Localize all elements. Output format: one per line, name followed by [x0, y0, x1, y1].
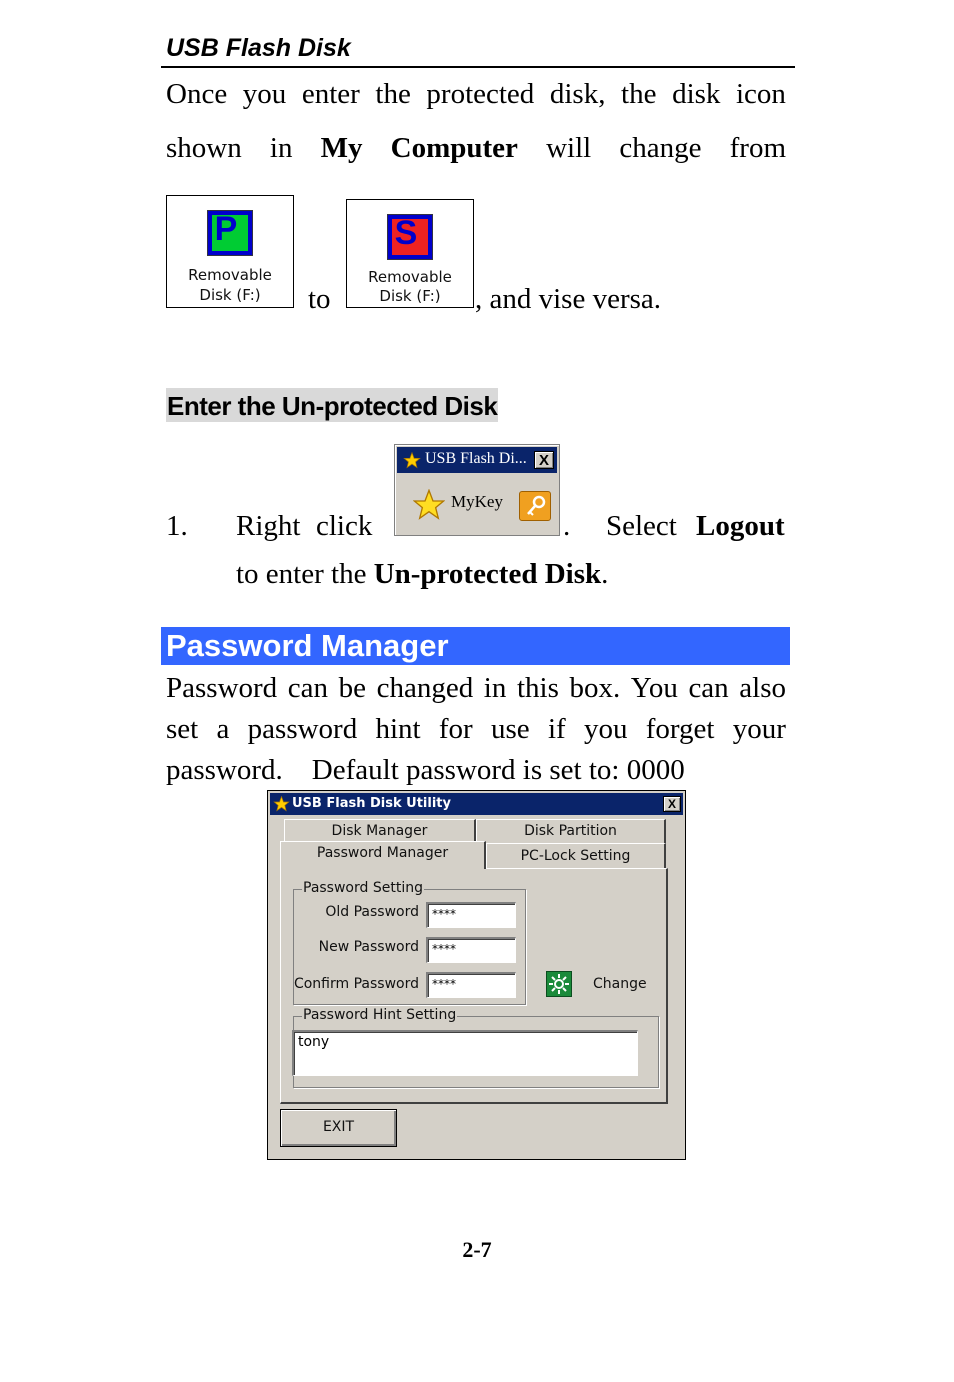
drive-protected-icon	[346, 199, 474, 308]
word: in	[269, 132, 293, 164]
page-number: 2-7	[462, 1237, 492, 1262]
step-line2-bold: Un-protected Disk	[373, 558, 602, 590]
tab-disk-manager[interactable]: Disk Manager	[284, 819, 476, 843]
page-header: USB Flash Disk	[166, 34, 351, 62]
drive-label-line1: Removable	[188, 266, 272, 284]
tray-popup-titlebar	[397, 447, 557, 473]
word: from	[729, 132, 786, 164]
word: can	[688, 672, 729, 704]
word-bold: My	[320, 132, 363, 164]
change-button[interactable]: Change	[593, 976, 647, 992]
close-icon[interactable]: X	[663, 796, 681, 812]
word: for	[438, 713, 473, 745]
word: You	[630, 672, 678, 704]
step-word-select: Select	[606, 510, 677, 542]
step-line2-text: to enter the	[236, 558, 374, 590]
word: enter	[301, 78, 360, 110]
word: you	[242, 78, 287, 110]
old-password-input[interactable]: ****	[426, 902, 516, 928]
section-heading-password-manager	[161, 627, 790, 665]
word: you	[583, 713, 628, 745]
word: forget	[645, 713, 715, 745]
word: disk	[672, 78, 721, 110]
pm-para-line-2	[166, 715, 786, 744]
word: password	[247, 713, 358, 745]
section-heading-unprotected: Enter the Un-protected Disk	[166, 388, 498, 422]
dialog-title: USB Flash Disk Utility	[292, 796, 451, 811]
star-icon	[273, 796, 290, 812]
word: icon	[735, 78, 786, 110]
key-glyph-icon	[520, 492, 550, 520]
word: use	[491, 713, 530, 745]
password-hint-label: Password Hint Setting	[303, 1007, 457, 1023]
word: the	[375, 78, 411, 110]
word: a	[216, 713, 230, 745]
close-icon[interactable]: X	[534, 451, 554, 469]
change-glyph-icon	[547, 972, 571, 996]
change-icon[interactable]	[546, 971, 572, 997]
password-setting-label: Password Setting	[303, 880, 423, 896]
tray-popup-title: USB Flash Di...	[425, 450, 527, 467]
step-number: 1.	[166, 510, 188, 542]
word: changed	[376, 672, 474, 704]
word: in	[483, 672, 507, 704]
step-line-2	[236, 560, 608, 589]
word: this	[516, 672, 559, 704]
word: can	[287, 672, 329, 704]
drive-label-line1: Removable	[368, 268, 452, 286]
new-password-input[interactable]: ****	[426, 937, 516, 963]
mykey-label[interactable]: MyKey	[451, 492, 503, 511]
word: your	[732, 713, 786, 745]
drive-label-line2: Disk (F:)	[379, 287, 441, 305]
tab-password-manager[interactable]: Password Manager	[280, 841, 486, 869]
new-password-label: New Password	[318, 939, 419, 955]
step-word-click: click	[316, 510, 373, 542]
usb-utility-dialog	[267, 790, 686, 1160]
step-line2-end: .	[601, 558, 609, 590]
word: shown	[166, 132, 242, 164]
drive-s-glyph-icon	[387, 214, 433, 260]
drive-label-line2: Disk (F:)	[199, 286, 261, 304]
star-icon	[403, 452, 421, 469]
confirm-password-label: Confirm Password	[293, 976, 419, 992]
word: the	[621, 78, 657, 110]
word: will	[546, 132, 592, 164]
drive-unprotected-icon	[166, 195, 294, 308]
word: disk,	[549, 78, 606, 110]
word: change	[619, 132, 702, 164]
drive-letter: P	[214, 210, 238, 248]
word: protected	[426, 78, 535, 110]
tab-disk-partition[interactable]: Disk Partition	[476, 819, 666, 843]
drive-letter: S	[394, 214, 418, 252]
confirm-password-input[interactable]: ****	[426, 972, 516, 998]
word: Password	[166, 672, 278, 704]
intro-line-2	[166, 134, 786, 163]
pm-para-line-1	[166, 674, 786, 703]
pm-para-line-3: password. Default password is set to: 0000	[166, 754, 685, 786]
step-word-right: Right	[236, 510, 301, 542]
exit-button[interactable]: EXIT	[280, 1109, 397, 1147]
vise-versa-text: , and vise versa.	[475, 283, 662, 315]
tab-pc-lock-setting[interactable]: PC-Lock Setting	[486, 843, 666, 869]
word: Once	[166, 78, 228, 110]
mykey-star-icon	[413, 489, 445, 521]
header-rule	[161, 66, 795, 68]
word: also	[739, 672, 786, 704]
word-bold: Computer	[390, 132, 518, 164]
key-icon[interactable]	[519, 491, 551, 521]
word: box.	[569, 672, 621, 704]
word: hint	[375, 713, 421, 745]
banner-text: Password Manager	[166, 628, 449, 663]
old-password-label: Old Password	[325, 904, 419, 920]
step-word-logout: Logout	[696, 510, 785, 542]
word: be	[338, 672, 366, 704]
step-period: .	[563, 510, 571, 542]
to-word: to	[308, 283, 331, 315]
word: set	[166, 713, 199, 745]
word: if	[547, 713, 566, 745]
password-hint-input[interactable]: tony	[292, 1030, 638, 1076]
dialog-titlebar	[270, 793, 683, 815]
drive-p-glyph-icon	[207, 210, 253, 256]
tray-popup-window[interactable]	[394, 444, 560, 536]
intro-line-1	[166, 80, 786, 109]
